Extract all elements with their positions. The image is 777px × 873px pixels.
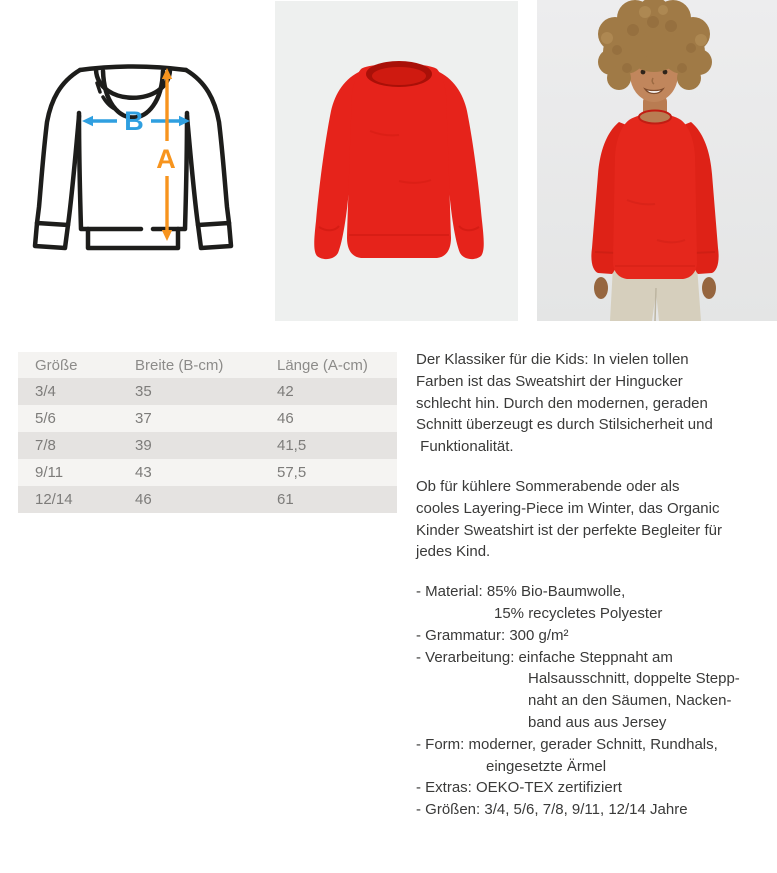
table-row xyxy=(18,486,397,513)
table-cell: 57,5 xyxy=(260,459,397,486)
table-cell: 46 xyxy=(118,486,260,513)
sweatshirt-outline-drawing xyxy=(0,0,277,330)
text-line: Der Klassiker für die Kids: In vielen tollen xyxy=(416,351,689,368)
spec-line: Halsausschnitt, doppelte Stepp- xyxy=(528,670,740,688)
size-table-body xyxy=(18,378,397,513)
table-row xyxy=(18,432,397,459)
column-header-length: Länge (A-cm) xyxy=(260,352,397,378)
spec-line: - Größen: 3/4, 5/6, 7/8, 9/11, 12/14 Jahre xyxy=(416,801,688,819)
text-line: Farben ist das Sweatshirt der Hingucker xyxy=(416,372,683,390)
text-line: jedes Kind. xyxy=(416,543,491,561)
description-paragraphs xyxy=(416,349,766,563)
table-cell: 3/4 xyxy=(18,378,118,405)
text-line: schlecht hin. Durch den modernen, geraden xyxy=(416,394,708,412)
spec-line: band aus aus Jersey xyxy=(528,713,667,731)
table-cell: 9/11 xyxy=(18,459,118,486)
table-cell: 37 xyxy=(118,405,260,432)
table-cell: 41,5 xyxy=(260,432,397,459)
table-cell: 39 xyxy=(118,432,260,459)
table-cell: 61 xyxy=(260,486,397,513)
product-description xyxy=(416,349,766,821)
spec-line: naht an den Säumen, Nacken- xyxy=(528,692,732,710)
spec-line: - Verarbeitung: einfache Steppnaht am xyxy=(416,648,673,666)
table-cell: 46 xyxy=(260,405,397,432)
table-cell: 43 xyxy=(118,459,260,486)
red-sweatshirt-flat-art xyxy=(275,1,518,321)
table-cell: 5/6 xyxy=(18,405,118,432)
text-line: Kinder Sweatshirt ist der perfekte Begleiter für xyxy=(416,521,722,539)
kid-model-art xyxy=(537,0,777,321)
width-arrow xyxy=(82,106,190,136)
column-header-width: Breite (B-cm) xyxy=(118,352,260,378)
spec-line: - Extras: OEKO-TEX zertifiziert xyxy=(416,779,622,797)
table-cell: 7/8 xyxy=(18,432,118,459)
table-row xyxy=(18,405,397,432)
text-line: Ob für kühlere Sommerabende oder als xyxy=(416,477,680,495)
size-diagram-image xyxy=(0,0,277,330)
table-cell: 35 xyxy=(118,378,260,405)
table-row xyxy=(18,459,397,486)
product-photo-model xyxy=(537,0,777,321)
spec-line: - Grammatur: 300 g/m² xyxy=(416,626,569,644)
paragraph xyxy=(416,349,766,458)
spec-list xyxy=(416,581,766,821)
length-label: A xyxy=(156,144,176,174)
spec-line: - Material: 85% Bio-Baumwolle, xyxy=(416,583,626,601)
paragraph xyxy=(416,476,766,563)
spec-line: 15% recycletes Polyester xyxy=(494,604,663,622)
table-cell: 12/14 xyxy=(18,486,118,513)
spec-line: - Form: moderner, gerader Schnitt, Rundhals, xyxy=(416,735,718,753)
table-cell: 42 xyxy=(260,378,397,405)
product-photo-flat xyxy=(275,1,518,321)
column-header-size: Größe xyxy=(18,352,118,378)
table-header-row xyxy=(18,352,397,378)
spec-line: eingesetzte Ärmel xyxy=(486,757,607,775)
size-table xyxy=(18,352,397,513)
text-line: cooles Layering-Piece im Winter, das Organic xyxy=(416,499,720,517)
text-line: Schnitt überzeugt es durch Stilsicherheit und xyxy=(416,416,713,434)
text-line: Funktionalität. xyxy=(416,438,514,456)
table-row xyxy=(18,378,397,405)
width-label: B xyxy=(124,106,144,136)
